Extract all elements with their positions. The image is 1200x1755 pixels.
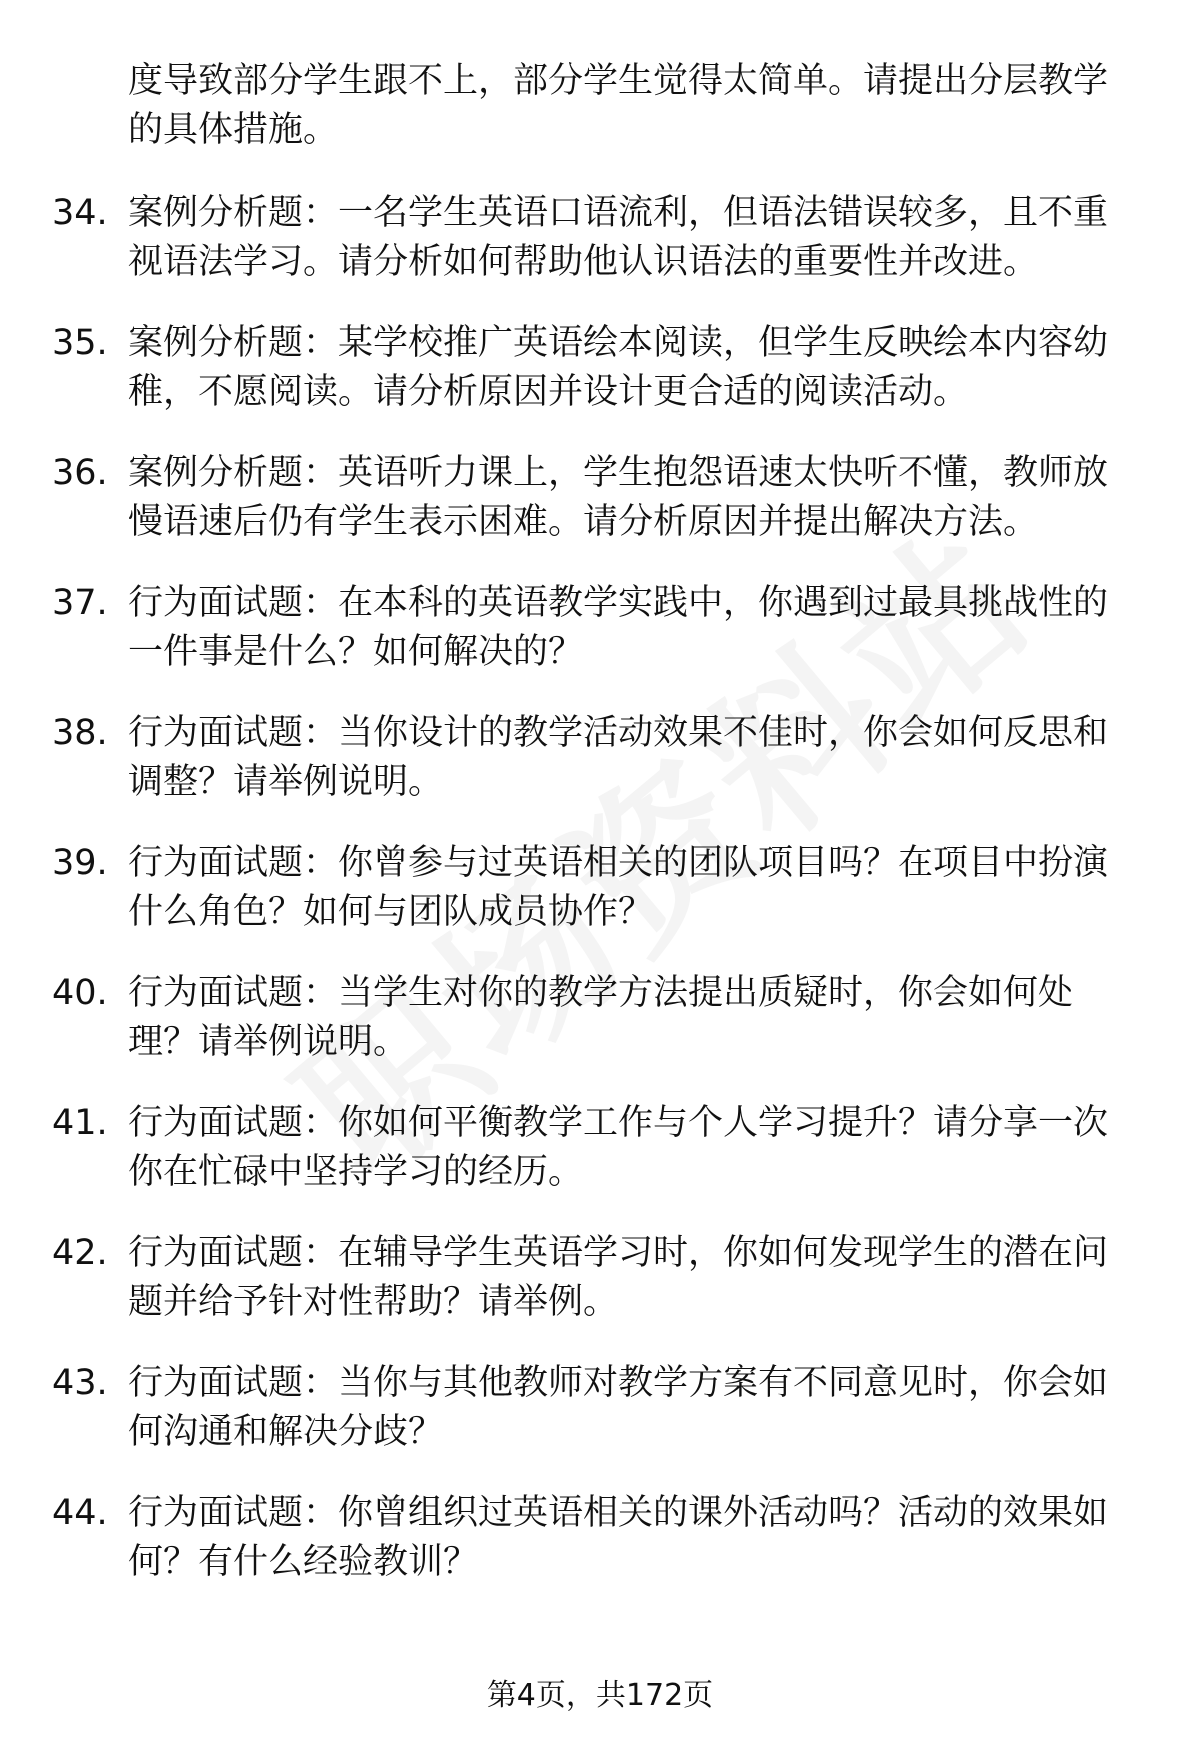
question-text: 行为面试题：当你设计的教学活动效果不佳时，你会如何反思和调整？请举例说明。 [128,713,1109,802]
page-footer: 第4页，共172页 [486,1678,714,1713]
continuation-paragraph: 度导致部分学生跟不上，部分学生觉得太简单。请提出分层教学的具体措施。 [128,61,1109,150]
question-text: 行为面试题：你曾组织过英语相关的课外活动吗？活动的效果如何？有什么经验教训？ [128,1493,1109,1582]
question-text: 行为面试题：当学生对你的教学方法提出质疑时，你会如何处理？请举例说明。 [128,973,1074,1062]
question-text: 案例分析题：某学校推广英语绘本阅读，但学生反映绘本内容幼稚，不愿阅读。请分析原因并设计更合适的阅读活动。 [128,323,1109,412]
question-item [52,1359,1142,1457]
question-item [52,839,1142,937]
question-number: 42. [52,1233,108,1273]
question-item [52,189,1142,287]
question-item [52,1229,1142,1327]
question-item [52,1099,1142,1197]
question-text: 行为面试题：你曾参与过英语相关的团队项目吗？在项目中扮演什么角色？如何与团队成员协作？ [128,843,1109,932]
question-item [52,709,1142,807]
question-text: 行为面试题：当你与其他教师对教学方案有不同意见时，你会如何沟通和解决分歧？ [128,1363,1109,1452]
question-item [52,449,1142,547]
question-number: 34. [52,193,108,233]
question-item [52,969,1142,1067]
question-number: 36. [52,453,108,493]
question-item [52,579,1142,677]
question-number: 41. [52,1103,108,1143]
question-text: 案例分析题：英语听力课上，学生抱怨语速太快听不懂，教师放慢语速后仍有学生表示困难。请分析原因并提出解决方法。 [128,453,1109,542]
question-list [52,189,1142,1619]
question-number: 40. [52,973,108,1013]
question-text: 行为面试题：在辅导学生英语学习时，你如何发现学生的潜在问题并给予针对性帮助？请举例。 [128,1233,1109,1322]
question-number: 39. [52,843,108,883]
question-number: 38. [52,713,108,753]
question-item [52,319,1142,417]
question-number: 43. [52,1363,108,1403]
question-number: 44. [52,1493,108,1533]
question-item [52,1489,1142,1587]
question-text: 行为面试题：你如何平衡教学工作与个人学习提升？请分享一次你在忙碌中坚持学习的经历。 [128,1103,1109,1192]
question-number: 35. [52,323,108,363]
question-text: 案例分析题：一名学生英语口语流利，但语法错误较多，且不重视语法学习。请分析如何帮助他认识语法的重要性并改进。 [128,193,1109,282]
question-text: 行为面试题：在本科的英语教学实践中，你遇到过最具挑战性的一件事是什么？如何解决的？ [128,583,1109,672]
question-number: 37. [52,583,108,623]
